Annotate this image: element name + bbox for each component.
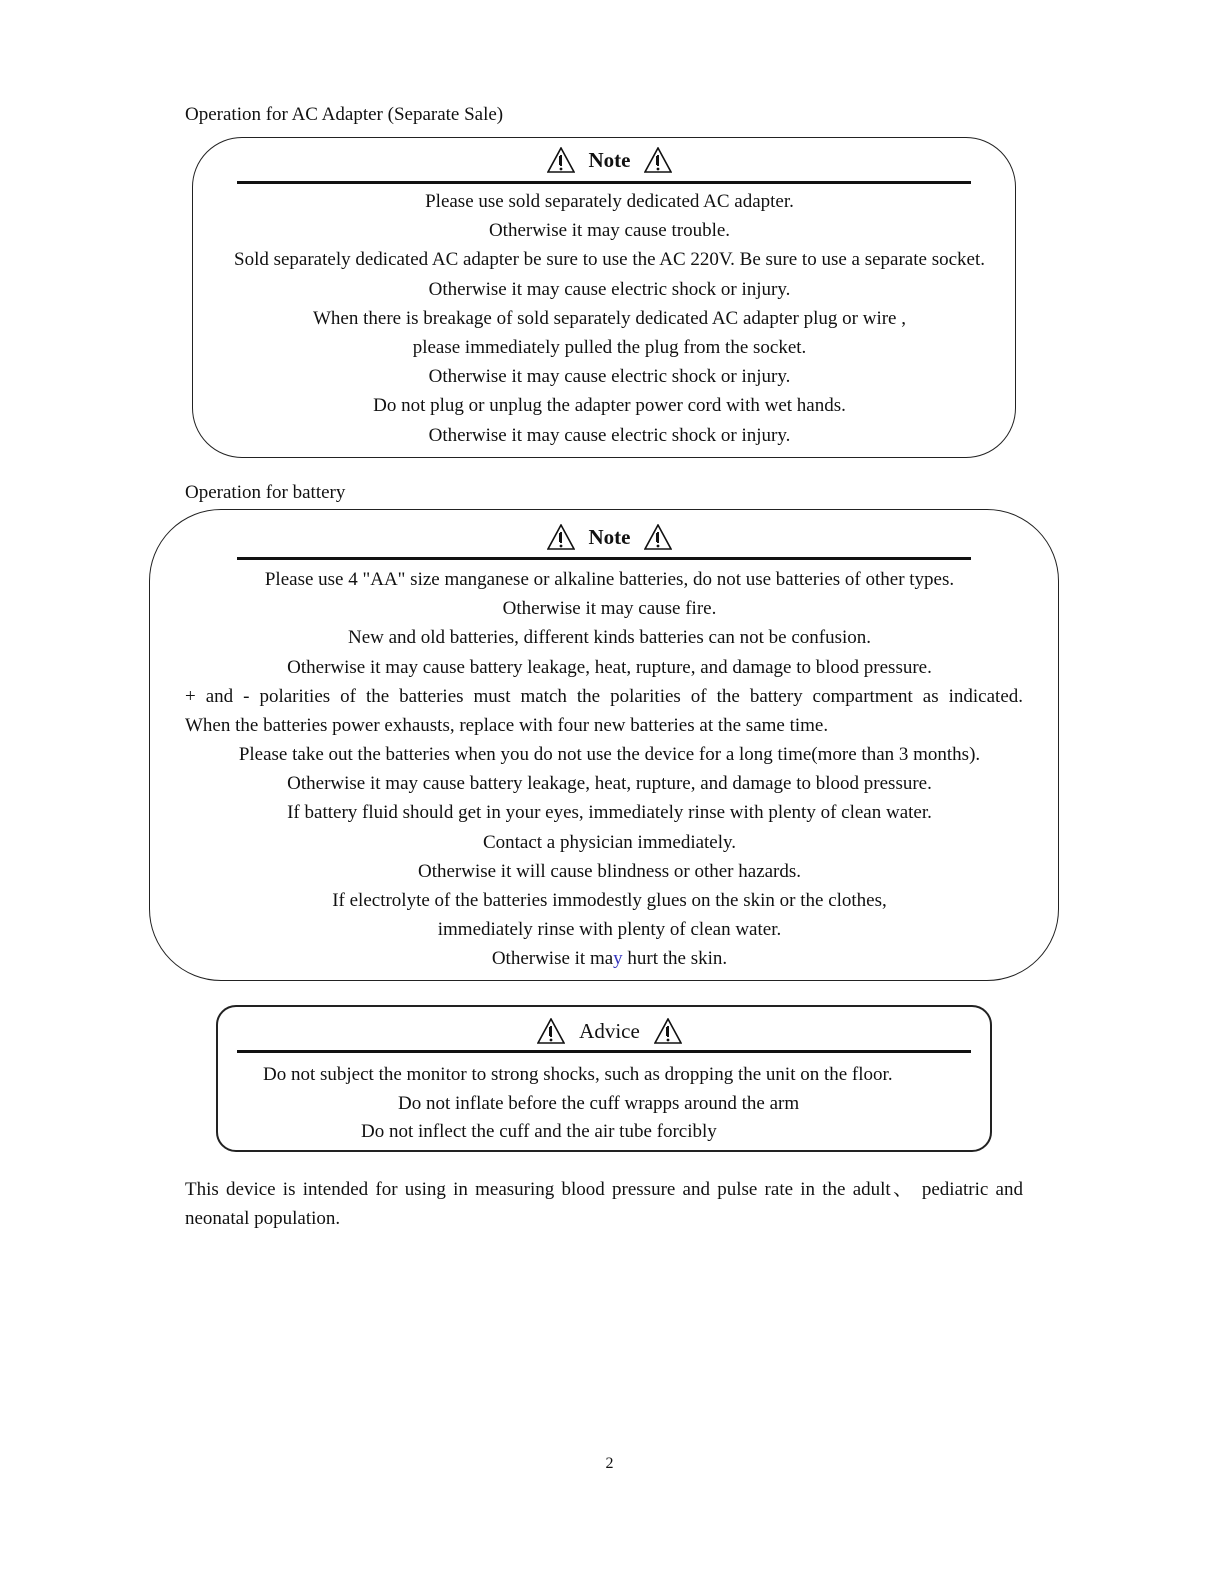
note-title-text: Note bbox=[588, 524, 631, 549]
note-line: Otherwise it may cause electric shock or injury. bbox=[428, 278, 791, 300]
page-number: 2 bbox=[605, 1455, 614, 1472]
note-line-polarities: + and - polarities of the batteries must match the polarities of the battery compartment as indicated. bbox=[185, 686, 1023, 707]
note-line: Otherwise it may cause battery leakage, heat, rupture, and damage to blood pressure. bbox=[287, 656, 932, 678]
note-line: If battery fluid should get in your eyes, immediately rinse with plenty of clean water. bbox=[287, 802, 932, 824]
warning-triangle-icon bbox=[644, 147, 672, 173]
note-line: When there is breakage of sold separately dedicated AC adapter plug or wire , bbox=[313, 307, 906, 329]
advice-title bbox=[0, 1015, 1219, 1047]
advice-line: Do not subject the monitor to strong shocks, such as dropping the unit on the floor. bbox=[263, 1064, 893, 1085]
warning-triangle-icon bbox=[654, 1018, 682, 1044]
section-heading-battery: Operation for battery bbox=[185, 482, 346, 503]
note-lines-battery-top bbox=[0, 565, 1219, 682]
note-lines-battery-bottom bbox=[0, 740, 1219, 974]
warning-triangle-icon bbox=[547, 147, 575, 173]
note-line: Please take out the batteries when you do not use the device for a long time(more than 3 months). bbox=[238, 744, 981, 765]
note-line: Contact a physician immediately. bbox=[482, 831, 737, 853]
note-line: Please use 4 "AA" size manganese or alkaline batteries, do not use batteries of other types. bbox=[264, 569, 955, 590]
last-line-before: Otherwise it ma bbox=[491, 948, 614, 970]
warning-triangle-icon bbox=[547, 524, 575, 550]
last-line-highlight: y bbox=[613, 948, 623, 970]
note-line: Otherwise it may cause trouble. bbox=[488, 220, 731, 242]
last-line-after: hurt the skin. bbox=[622, 948, 728, 970]
note-line-power-exhausts: When the batteries power exhausts, replace with four new batteries at the same time. bbox=[185, 715, 829, 736]
advice-title-text: Advice bbox=[579, 1018, 640, 1043]
note-lines-ac-adapter bbox=[0, 187, 1219, 450]
note-rule-battery bbox=[237, 557, 971, 560]
note-rule-ac-adapter bbox=[237, 181, 971, 184]
note-line: immediately rinse with plenty of clean water. bbox=[437, 919, 782, 941]
section-heading-ac-adapter: Operation for AC Adapter (Separate Sale) bbox=[185, 104, 504, 125]
advice-rule bbox=[237, 1050, 971, 1053]
note-line: Otherwise it may cause fire. bbox=[502, 598, 717, 620]
note-line: If electrolyte of the batteries immodestly glues on the skin or the clothes, bbox=[332, 890, 887, 912]
warning-triangle-icon bbox=[644, 524, 672, 550]
warning-triangle-icon bbox=[537, 1018, 565, 1044]
note-line: New and old batteries, different kinds batteries can not be confusion. bbox=[347, 627, 872, 649]
note-line: Otherwise it may cause battery leakage, heat, rupture, and damage to blood pressure. bbox=[287, 773, 932, 795]
note-line: Otherwise it will cause blindness or other hazards. bbox=[417, 860, 802, 882]
note-title-text: Note bbox=[588, 147, 631, 172]
note-title-ac-adapter bbox=[0, 144, 1219, 176]
note-line: Otherwise it may cause electric shock or injury. bbox=[428, 424, 791, 446]
note-line: Otherwise it may cause electric shock or injury. bbox=[428, 366, 791, 388]
note-line: Do not plug or unplug the adapter power cord with wet hands. bbox=[373, 395, 846, 417]
note-line-last bbox=[0, 944, 1219, 973]
intended-use-line-2: neonatal population. bbox=[185, 1208, 341, 1229]
advice-line: Do not inflect the cuff and the air tube forcibly bbox=[361, 1121, 717, 1142]
note-line: Please use sold separately dedicated AC adapter. bbox=[425, 191, 794, 212]
note-title-battery bbox=[0, 521, 1219, 553]
advice-line: Do not inflate before the cuff wrapps around the arm bbox=[398, 1093, 800, 1114]
intended-use-paragraph bbox=[185, 1175, 1023, 1233]
intended-use-line-1: This device is intended for using in measuring blood pressure and pulse rate in the adult、 pediatric and bbox=[185, 1179, 1023, 1200]
note-line: please immediately pulled the plug from the socket. bbox=[412, 337, 807, 359]
note-line: Sold separately dedicated AC adapter be sure to use the AC 220V. Be sure to use a separate socket. bbox=[234, 249, 985, 271]
